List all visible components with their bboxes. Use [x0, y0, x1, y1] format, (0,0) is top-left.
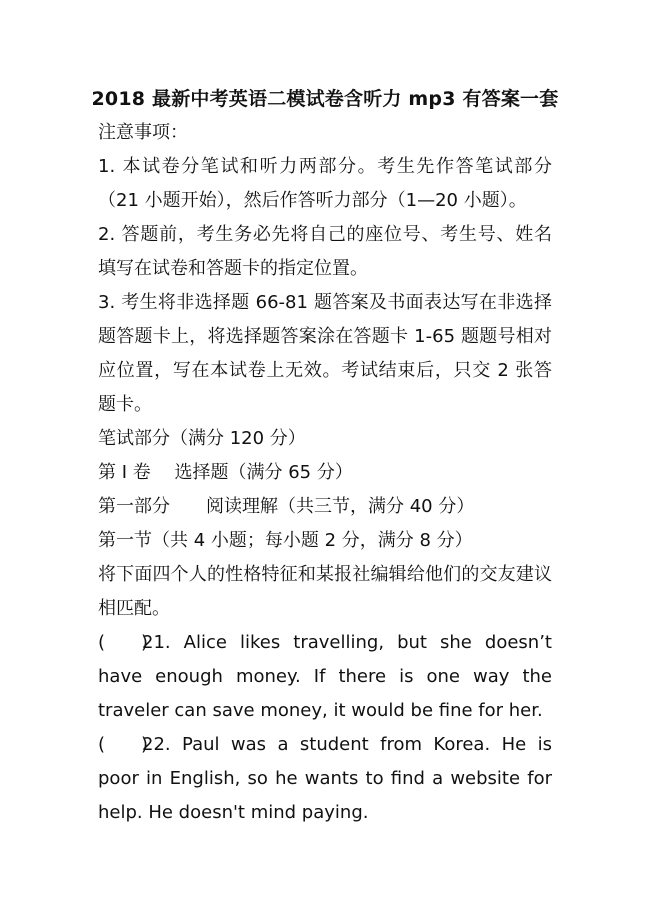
- question-text: 22. Paul was a student from Korea. He is poor in English, so he wants to find a website for help. He doesn't mind paying.: [98, 734, 552, 823]
- answer-bracket: ( ): [98, 632, 149, 653]
- page-title: 2018 最新中考英语二模试卷含听力 mp3 有答案一套: [91, 88, 559, 110]
- part-one-heading: 第一部分 阅读理解（共三节，满分 40 分）: [98, 496, 475, 517]
- note-3: 3. 考生将非选择题 66-81 题答案及书面表达写在非选择题答题卡上，将选择题答案涂在答题卡 1-65 题题号相对应位置，写在本试卷上无效。考试结束后，只交 2 张答题卡。: [98, 292, 552, 415]
- section-one-heading: 第一节（共 4 小题；每小题 2 分，满分 8 分）: [98, 530, 473, 551]
- volume-heading: 第 I 卷 选择题（满分 65 分）: [98, 462, 353, 483]
- question-text: 21. Alice likes travelling, but she doesn’t have enough money. If there is one way the traveler can save money, it would be fine for her.: [98, 632, 552, 721]
- instruction-text: 将下面四个人的性格特征和某报社编辑给他们的交友建议相匹配。: [98, 564, 552, 619]
- note-2: 2. 答题前，考生务必先将自己的座位号、考生号、姓名填写在试卷和答题卡的指定位置。: [98, 224, 552, 279]
- document-body: [98, 116, 552, 830]
- answer-bracket: ( ): [98, 734, 149, 755]
- note-1: 1. 本试卷分笔试和听力两部分。考生先作答笔试部分（21 小题开始），然后作答听力部分（1—20 小题）。: [98, 156, 552, 211]
- question-21: [98, 626, 552, 728]
- notice-heading: 注意事项：: [98, 122, 188, 143]
- question-22: [98, 728, 552, 830]
- written-part-heading: 笔试部分（满分 120 分）: [98, 428, 306, 449]
